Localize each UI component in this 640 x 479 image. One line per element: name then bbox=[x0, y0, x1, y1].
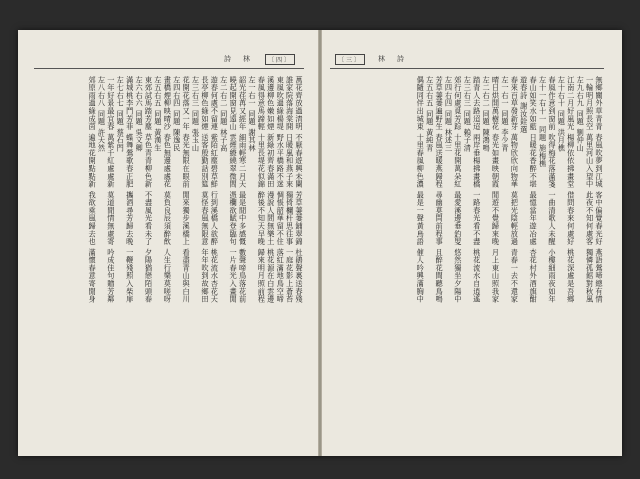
text-column: 左三右三 同題 賴子清 bbox=[463, 76, 473, 152]
text-column: 畫橋煙柳映晴沙 春色無邊處處花 莫負良辰須醉飲 人生行樂莫嗟呀 bbox=[163, 76, 173, 304]
text-column: 左八右八 同題 許天然 bbox=[97, 76, 107, 152]
text-column: 東郊試馬踏芳塵 草色青青柳色新 不盡風光看未了 夕陽猶戀陌頭春 bbox=[144, 76, 154, 304]
text-column: 左四右四 同題 陳逸民 bbox=[172, 76, 182, 152]
header-char: 詩 bbox=[223, 55, 233, 63]
right-page bbox=[322, 30, 622, 456]
right-page-text bbox=[330, 76, 604, 434]
page-number: 〔三〕 bbox=[335, 54, 365, 65]
header-char: 詩 bbox=[397, 55, 407, 63]
text-column: 左五右五 同題 黃漢生 bbox=[153, 76, 163, 152]
text-column: 春風得意馬蹄輕 十里長堤花似錦 醉後不知天早晚 歸來明月照前程 bbox=[257, 76, 267, 304]
header-char: 林 bbox=[378, 55, 388, 63]
text-column: 遊春詩 謝汝銓選 bbox=[519, 76, 529, 134]
text-column: 左二右二 同題 陳鴻鳴 bbox=[482, 76, 492, 152]
text-column: 晴日烘開萬樹花 春光如畫映朝霞 閒遊不覺歸來晚 月上東山照我家 bbox=[491, 76, 501, 304]
text-column: 郊原雨過綠成茵 遍地花開點點新 我欲乘風歸去也 滿懷春意寄閒身 bbox=[88, 76, 98, 304]
text-column: 滿城桃李鬥芳菲 蝶舞鶯歌春正肥 攜酒尋芳歸去晚 一鞭殘照入柴扉 bbox=[125, 76, 135, 304]
text-column: 春來百草發新芽 萬物欣欣向物華 莫把光陰輕放過 青春一去不還家 bbox=[510, 76, 520, 304]
text-column: 無鄉關外草青青 春風吹夢到江城 客中偏覺春光好 燕語鶯啼總有情 bbox=[595, 76, 604, 304]
text-column: 曉起開窗見遠山 雲煙繚繞翠微間 憑欄欲賦登臨句 一片春光入畫閒 bbox=[229, 76, 239, 304]
header-rule bbox=[34, 68, 304, 69]
text-column: 春山如笑水如藍 日暖花香醉不堪 最憶當年遊冶處 杏花村外酒旗酣 bbox=[529, 76, 539, 304]
text-column: 東風吹過綠楊堤 野水平橋路不迷 惆悵韶華留不住 落紅滿地鳥空啼 bbox=[276, 76, 286, 304]
text-column: 花開花落又一年 春光無限在眼前 閒來獨步溪橋上 看盡青山與白川 bbox=[182, 76, 192, 304]
right-page-header bbox=[332, 52, 406, 66]
text-column: 遊春何處不留連 紫陌紅塵碧草鮮 行到溪橋人欲醉 桃花流水杏花天 bbox=[210, 76, 220, 304]
text-column: 左六右六 同題 吳文卿 bbox=[135, 76, 145, 152]
text-column: 誰家院落海棠開 日暖風和燕子來 獨倚欄杆思往事 一庭花影上蒼苔 bbox=[285, 76, 295, 304]
text-column: 郊行何處覓芳踪 十里花開萬朵紅 最愛溪邊垂釣叟 悠然獨坐夕陽中 bbox=[453, 76, 463, 304]
text-column: 踏青人去路迢迢 兩岸垂楊拂畫橋 一路春光看不盡 桃花流水自逍遙 bbox=[472, 76, 482, 304]
page-number: 〔四〕 bbox=[265, 54, 295, 65]
header-rule bbox=[330, 68, 604, 69]
text-column: 江南二月好風光 楊柳依依拂畫堂 借問春來何處好 桃花深處是吾鄉 bbox=[566, 76, 576, 304]
text-column: 左十右十 同題 洪月樵 bbox=[557, 76, 567, 152]
text-column: 左三右三 同題 張玉山 bbox=[191, 76, 201, 152]
book-spread bbox=[18, 30, 622, 456]
text-column: 左一右一 同題 謝其林 bbox=[247, 76, 257, 152]
header-char: 林 bbox=[242, 55, 252, 63]
text-column: 芳草萋萋遍野生 春風送暖燕歸程 尋幽莫問前程事 且醉花間聽鳥鳴 bbox=[435, 76, 445, 304]
text-column: 左五右五 同題 黃純青 bbox=[425, 76, 435, 152]
text-column: 一年好景最宜春 萬紫千紅處處新 莫道閒情無處寄 吟成佳句贈芳鄰 bbox=[106, 76, 116, 304]
text-column: 左七右七 同題 蔡石門 bbox=[116, 76, 126, 152]
text-column: 長亭柳色綠如煙 送客殷勤話別筵 莫怪春風無限意 年年吹到故鄉田 bbox=[200, 76, 210, 304]
text-column: 一輪明月照長空 萬里河山入望中 此夜不知何處客 獨憐孤館對秋風 bbox=[585, 76, 595, 304]
text-column: 左四右四 同題 林述三 bbox=[444, 76, 454, 152]
text-column: 左二右二 同題 林子高 bbox=[219, 76, 229, 152]
left-page-text bbox=[34, 76, 304, 434]
text-column: 左九右九 同題 劉仲山 bbox=[576, 76, 586, 152]
text-column: 偶隨同伴出城東 十里春風柳色濃 最是一聲黃鳥語 催人吟興滿胸中 bbox=[416, 76, 426, 304]
text-column: 韶光荏苒又經年 細雨輕寒二月天 最是閒中多感慨 數聲啼鳥落花前 bbox=[238, 76, 248, 304]
text-column: 溪邊柳色嫩如煙 新綠初齊春滿田 漫說人間無樂土 桃花源在白雲邊 bbox=[266, 76, 276, 304]
text-column: 左十一右十一 同題 施梅樵 bbox=[538, 76, 548, 168]
text-column: 春風作意到窗前 吹得梅花落滿箋 一曲清歌人未醒 小樓細雨夜如年 bbox=[547, 76, 557, 304]
left-page bbox=[18, 30, 318, 456]
left-page-header bbox=[224, 52, 298, 66]
text-column: 萬花齊放過清明 不厭春遊興未闌 芳草萋萋鋪翠錦 杜鵑聲裏送春殘 bbox=[295, 76, 304, 304]
text-column: 左一右一 同題 李少青 bbox=[500, 76, 510, 152]
